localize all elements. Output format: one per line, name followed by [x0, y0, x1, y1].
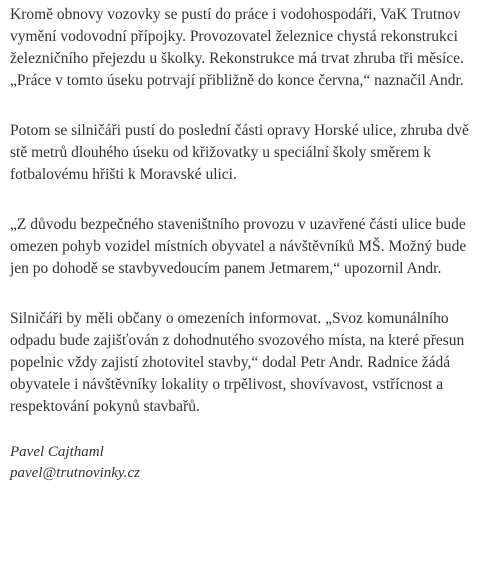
- author-name: Pavel Cajthaml: [10, 444, 104, 460]
- article-paragraph: Kromě obnovy vozovky se pustí do práce i vodohospodáři, VaK Trutnov vymění vodovodní přípojky. Provozovatel železnice chystá rekonstrukci železničního přejezdu u školky. Rekonstrukce má trvat zhruba tři měsíce. „Práce v tomto úseku potrvají přibližně do konce června,“ naznačil Andr.: [10, 6, 464, 89]
- author-signature: [10, 442, 485, 484]
- author-email: pavel@trutnovinky.cz: [10, 465, 141, 481]
- article-paragraph: Potom se silničáři pustí do poslední části opravy Horské ulice, zhruba dvě stě metrů dlouhého úseku od křižovatky u speciální školy směrem k fotbalovému hřišti k Moravské ulici.: [10, 122, 469, 183]
- article-paragraph: Silničáři by měli občany o omezeních informovat. „Svoz komunálního odpadu bude zajišťován z dohodnutého svozového místa, na které přesun popelnic vždy zajistí zhotovitel stavby,“ dodal Petr Andr. Radnice žádá obyvatele i návštěvníky lokality o trpělivost, shovívavost, vstřícnost a respektování pokynů stavbařů.: [10, 310, 465, 415]
- article-paragraph: „Z důvodu bezpečného staveništního provozu v uzavřené části ulice bude omezen pohyb vozidel místních obyvatel a návštěvníků MŠ. Možný bude jen po dohodě se stavbyvedoucím panem Jetmarem,“ upozornil Andr.: [10, 216, 467, 277]
